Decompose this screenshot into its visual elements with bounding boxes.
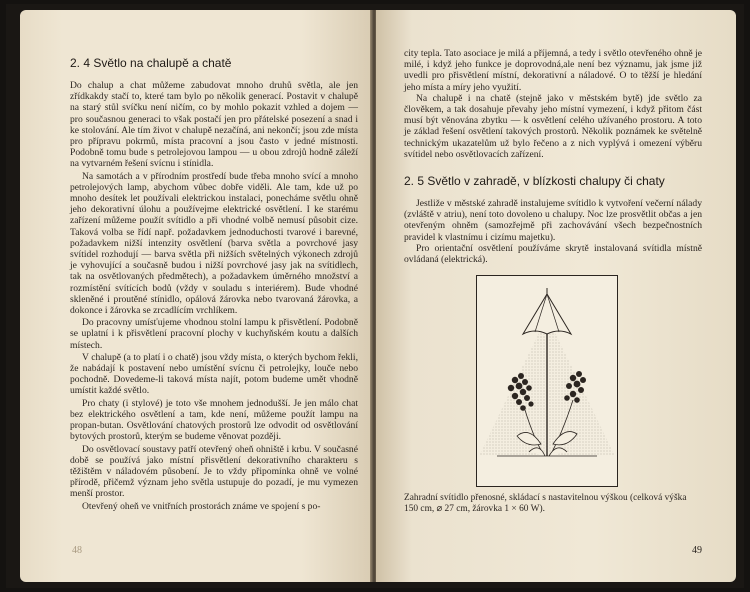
book-spread bbox=[6, 4, 744, 588]
garden-lamp-illustration bbox=[476, 275, 618, 487]
left-paragraph: Do pracovny umísťujeme vhodnou stolní lampu k přisvětlení. Podobně se uplatní i k přisvětlení pracovní plochy v kuchyňském koutu a dalších místech. bbox=[70, 317, 358, 351]
left-page bbox=[20, 10, 372, 582]
lamp-drawing bbox=[477, 276, 617, 486]
left-paragraph: Na samotách a v přírodním prostředí bude třeba mnoho svící a mnoho petrolejových lamp, abychom vůbec dobře viděli. Ale tam, kde už po mnoho desítek let používali elektrickou instalaci, ponecháme světlu ohně jeho dekorativní úlohu a používejme elektrické osvětlení. I ke starému zařízení můžeme použít svítidlo a při vhodné volbě nemusí působit cize. Taková volba se řídí např. požadavkem jednoduchosti tvarové i barevné, požadavkem nižší intenzity osvětlení (barva světla a povrchové jasy svítidel rozhodují — barva světla při nižších světelných výkonech zdrojů je vyhovující a současně budou i nižší povrchové jasy jak na svítidlech, tak na osvětlovaných předmětech), a požadavkem úměrného množství a rozmístění svítících bodů (vždy v souladu s interiérem). Bude vhodné skleněné i proutěné stínidlo, opálová žárovka nebo tvarovaná žárovka, a dokonce i žárovka se zrcadlícím vrchlíkem. bbox=[70, 170, 358, 317]
right-paragraph: Pro orientační osvětlení používáme skrytě instalovaná svítidla místně ovládaná (elektrická). bbox=[404, 242, 702, 266]
right-page bbox=[376, 10, 736, 582]
section-heading-2-5: 2. 5 Světlo v zahradě, v blízkosti chalupy či chaty bbox=[404, 174, 665, 189]
right-paragraph: Jestliže v městské zahradě instalujeme svítidlo k vytvoření večerní nálady (zvláště v atriu), není toto dovoleno u chalupy. Noc lze prosvětlit občas a jen otevřeným ohněm (samozřejmě při zachovávání všech bezpečnostních pravidel k vlastnímu i cizímu majetku). bbox=[404, 198, 702, 243]
page-number-right: 49 bbox=[692, 545, 702, 556]
left-paragraph: Do osvětlovací soustavy patří otevřený oheň ohniště i krbu. V současné době se používá jako místní přisvětlení dekorativního charakteru s těžištěm v náladovém působení. Je to vždy připomínka ohně ve volné přírodě, přičemž význam jeho světla ustupuje do pozadí, je mu vymezen menší prostor. bbox=[70, 443, 358, 500]
left-paragraph: Pro chaty (i stylové) je toto vše mnohem jednodušší. Je jen málo chat bez elektrického osvětlení a tam, kde není, můžeme použít lampu na propan-butan. Osvětlování chatových prostorů lze odvodit od osvětlování bytových prostorů, kterým se budeme věnovat později. bbox=[70, 397, 358, 443]
left-paragraph: V chalupě (a to platí i o chatě) jsou vždy místa, o kterých bychom řekli, že nabádají k postavení nebo umístění svícnu či petrolejky, louče nebo pochodně. Dovedeme-li taková místa najít, potom budeme umět vhodně umístit každé světlo. bbox=[70, 351, 358, 397]
right-paragraph: Na chalupě i na chatě (stejně jako v městském bytě) jde světlo za člověkem, a tak dosahuje převahy jeho místní vymezení, i když přitom část musí být věnována zbytku — k osvětlení celého užívaného prostoru. A toto je základ řešení osvětlení takových prostorů. Několik poznámek ke světelně technickým ukazatelům už bylo řečeno a z nich vyplývá i omezení výběru svítidel nebo osvětlovacích zařízení. bbox=[404, 92, 702, 160]
page-number-left: 48 bbox=[72, 545, 82, 556]
left-paragraph: Otevřený oheň ve vnitřních prostorách známe ve spojení s po- bbox=[82, 500, 321, 512]
left-paragraph: Do chalup a chat můžeme zabudovat mnoho druhů světla, ale jen zřídkakdy stačí to, které tam bylo po několik generací. Postavit v chalupě na starý stůl svíčku není ničím, co by mohlo pokazit vzhled a dojem — pro současnou generaci to však postačí jen pro přátelské posezení a snad i ke stolování. Ale tím život v chalupě nezačíná, ani nekončí; jsou zde místa pro přípravu pokrmů, místa pracovní a jsou často v jedné místnosti. Podobně tomu bude s petrolejovou lampou — u obou zdrojů hodně záleží na vytvarném řešení svícnu i stínidla. bbox=[70, 80, 358, 170]
figure-caption: Zahradní svítidlo přenosné, skládací s nastavitelnou výškou (celková výška 150 cm, ⌀ 27 cm, žárovka 1 × 60 W). bbox=[404, 493, 687, 515]
right-paragraph: city tepla. Tato asociace je milá a příjemná, a tedy i světlo otevřeného ohně je milé, i když jeho funkce je doprovodná,ale není bez významu, jak jsme již uvedli pro přisvětlení místní, dekorativní a náladové. O to těžší je hledání jeho místa a míry jeho využití. bbox=[404, 48, 702, 93]
section-heading-2-4: 2. 4 Světlo na chalupě a chatě bbox=[70, 56, 232, 70]
